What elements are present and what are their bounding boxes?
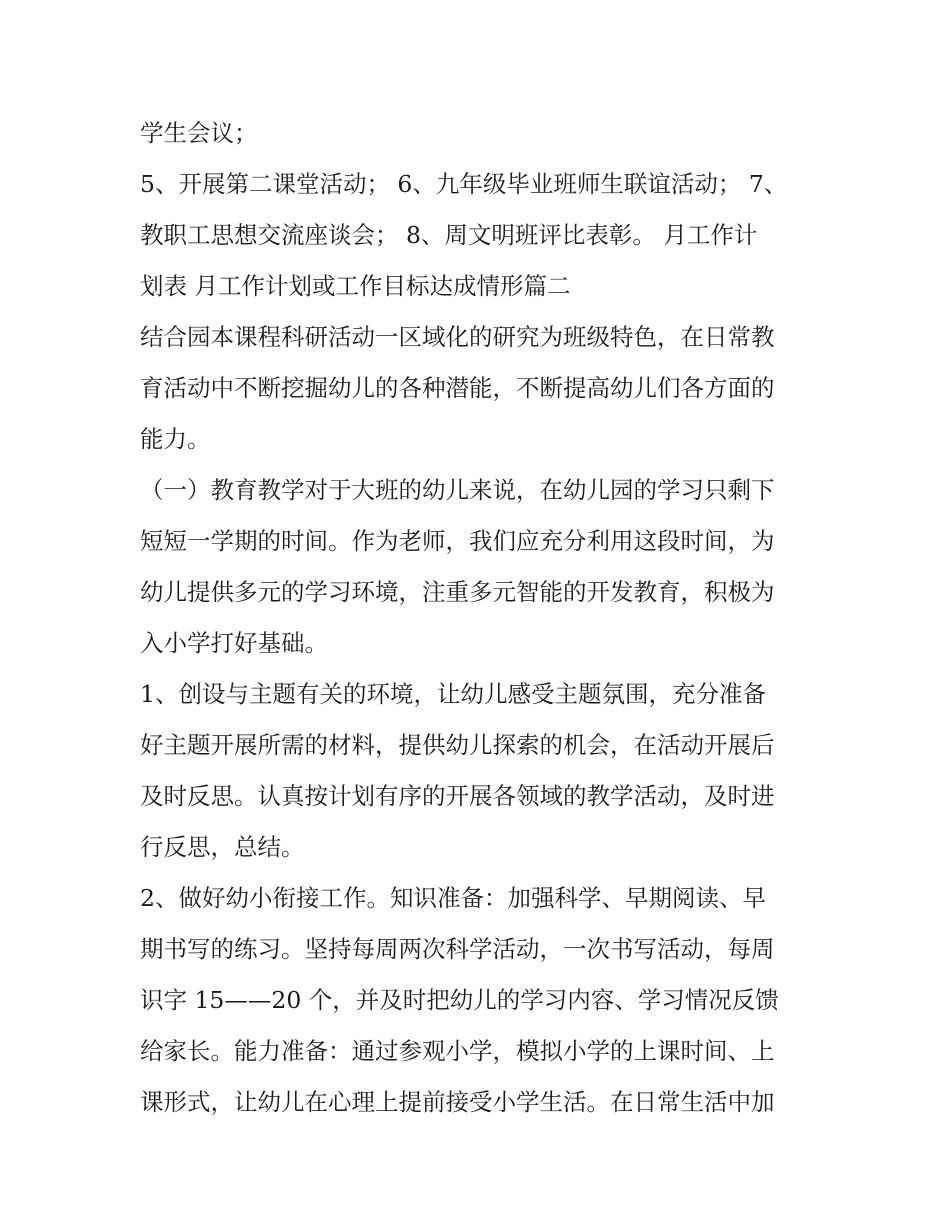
text-line: 行反思，总结。 — [140, 833, 305, 861]
text-line: 学生会议； — [140, 119, 258, 147]
text-line: 教职工思想交流座谈会； 8、周文明班评比表彰。 月工作计 — [140, 221, 758, 249]
text-line: 划表 月工作计划或工作目标达成情形篇二 — [140, 272, 571, 300]
text-line: 5、开展第二课堂活动； 6、九年级毕业班师生联谊活动； 7、 — [140, 170, 788, 198]
text-line: 识字 15——20 个，并及时把幼儿的学习内容、学习情况反馈 — [140, 986, 779, 1014]
body-text — [140, 108, 830, 1128]
text-line: 期书写的练习。坚持每周两次科学活动，一次书写活动，每周 — [140, 935, 775, 963]
text-line: 能力。 — [140, 425, 211, 453]
text-line: （一）教育教学对于大班的幼儿来说，在幼儿园的学习只剩下 — [140, 476, 775, 504]
text-line: 及时反思。认真按计划有序的开展各领域的教学活动，及时进 — [140, 782, 775, 810]
text-line: 短短一学期的时间。作为老师，我们应充分利用这段时间，为 — [140, 527, 775, 555]
text-line: 幼儿提供多元的学习环境，注重多元智能的开发教育，积极为 — [140, 578, 775, 606]
text-line: 1、创设与主题有关的环境，让幼儿感受主题氛围，充分准备 — [140, 680, 766, 708]
text-line: 课形式，让幼儿在心理上提前接受小学生活。在日常生活中加 — [140, 1088, 775, 1116]
text-line: 育活动中不断挖掘幼儿的各种潜能，不断提高幼儿们各方面的 — [140, 374, 775, 402]
text-line: 给家长。能力准备：通过参观小学，模拟小学的上课时间、上 — [140, 1037, 775, 1065]
text-line: 2、做好幼小衔接工作。知识准备：加强科学、早期阅读、早 — [140, 884, 766, 912]
text-line: 入小学打好基础。 — [140, 629, 328, 657]
text-line: 结合园本课程科研活动一区域化的研究为班级特色，在日常教 — [140, 323, 775, 351]
text-line: 好主题开展所需的材料，提供幼儿探索的机会，在活动开展后 — [140, 731, 775, 759]
